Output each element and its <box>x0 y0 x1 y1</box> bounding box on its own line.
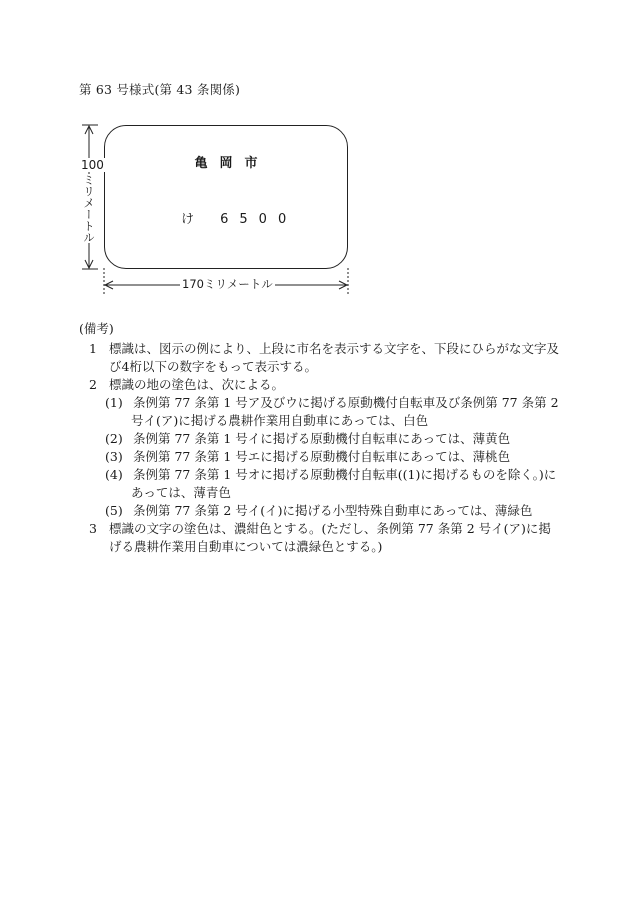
sub-item-number: (4) <box>105 467 123 482</box>
sub-item-text: 条例第 77 条第 2 号イ(イ)に掲げる小型特殊自動車にあっては、薄緑色 <box>133 503 533 518</box>
height-label-unit: ミリメートル <box>82 174 96 243</box>
sub-item-number: (3) <box>105 449 123 464</box>
note-number: 3 <box>89 521 97 536</box>
note-sub-item <box>79 448 559 466</box>
note-item <box>79 376 559 394</box>
sub-item-text: 条例第 77 条第 1 号イに掲げる原動機付自転車にあっては、薄黄色 <box>133 431 511 446</box>
sub-item-text: 条例第 77 条第 1 号エに掲げる原動機付自転車にあっては、薄桃色 <box>133 449 511 464</box>
sub-item-text: 条例第 77 条第 1 号ア及びウに掲げる原動機付自転車及び条例第 77 条第 2 号イ(ア)に掲げる農耕作業用自動車にあっては、白色 <box>131 395 559 428</box>
note-sub-item <box>79 466 559 502</box>
plate-city-name: 亀岡市 <box>194 156 270 171</box>
note-item <box>79 340 559 376</box>
note-number: 2 <box>89 377 97 392</box>
note-sub-item <box>79 430 559 448</box>
notes-heading: (備考) <box>79 321 114 336</box>
note-sub-item <box>79 394 559 430</box>
page-title: 第 63 号様式(第 43 条関係) <box>79 82 241 97</box>
plate-figure <box>70 118 370 298</box>
sub-item-text: 条例第 77 条第 1 号オに掲げる原動機付自転車((1)に掲げるものを除く。)にあっては、薄青色 <box>131 467 557 500</box>
height-label-value: 100 <box>81 158 104 172</box>
note-sub-item <box>79 502 559 520</box>
note-text: 標識は、図示の例により、上段に市名を表示する文字を、下段にひらがな文字及び4桁以下の数字をもって表示する。 <box>109 341 560 374</box>
sub-item-number: (1) <box>105 395 123 410</box>
notes-section <box>79 320 559 556</box>
note-text: 標識の文字の塗色は、濃紺色とする。(ただし、条例第 77 条第 2 号イ(ア)に掲げる農耕作業用自動車については濃緑色とする。) <box>109 521 551 554</box>
note-item <box>79 520 559 556</box>
note-number: 1 <box>89 341 97 356</box>
plate-number: け 6500 <box>181 212 298 227</box>
license-plate <box>104 125 348 269</box>
note-text: 標識の地の塗色は、次による。 <box>109 377 285 392</box>
sub-item-number: (5) <box>105 503 123 518</box>
width-label: 170ミリメートル <box>182 277 273 291</box>
sub-item-number: (2) <box>105 431 123 446</box>
